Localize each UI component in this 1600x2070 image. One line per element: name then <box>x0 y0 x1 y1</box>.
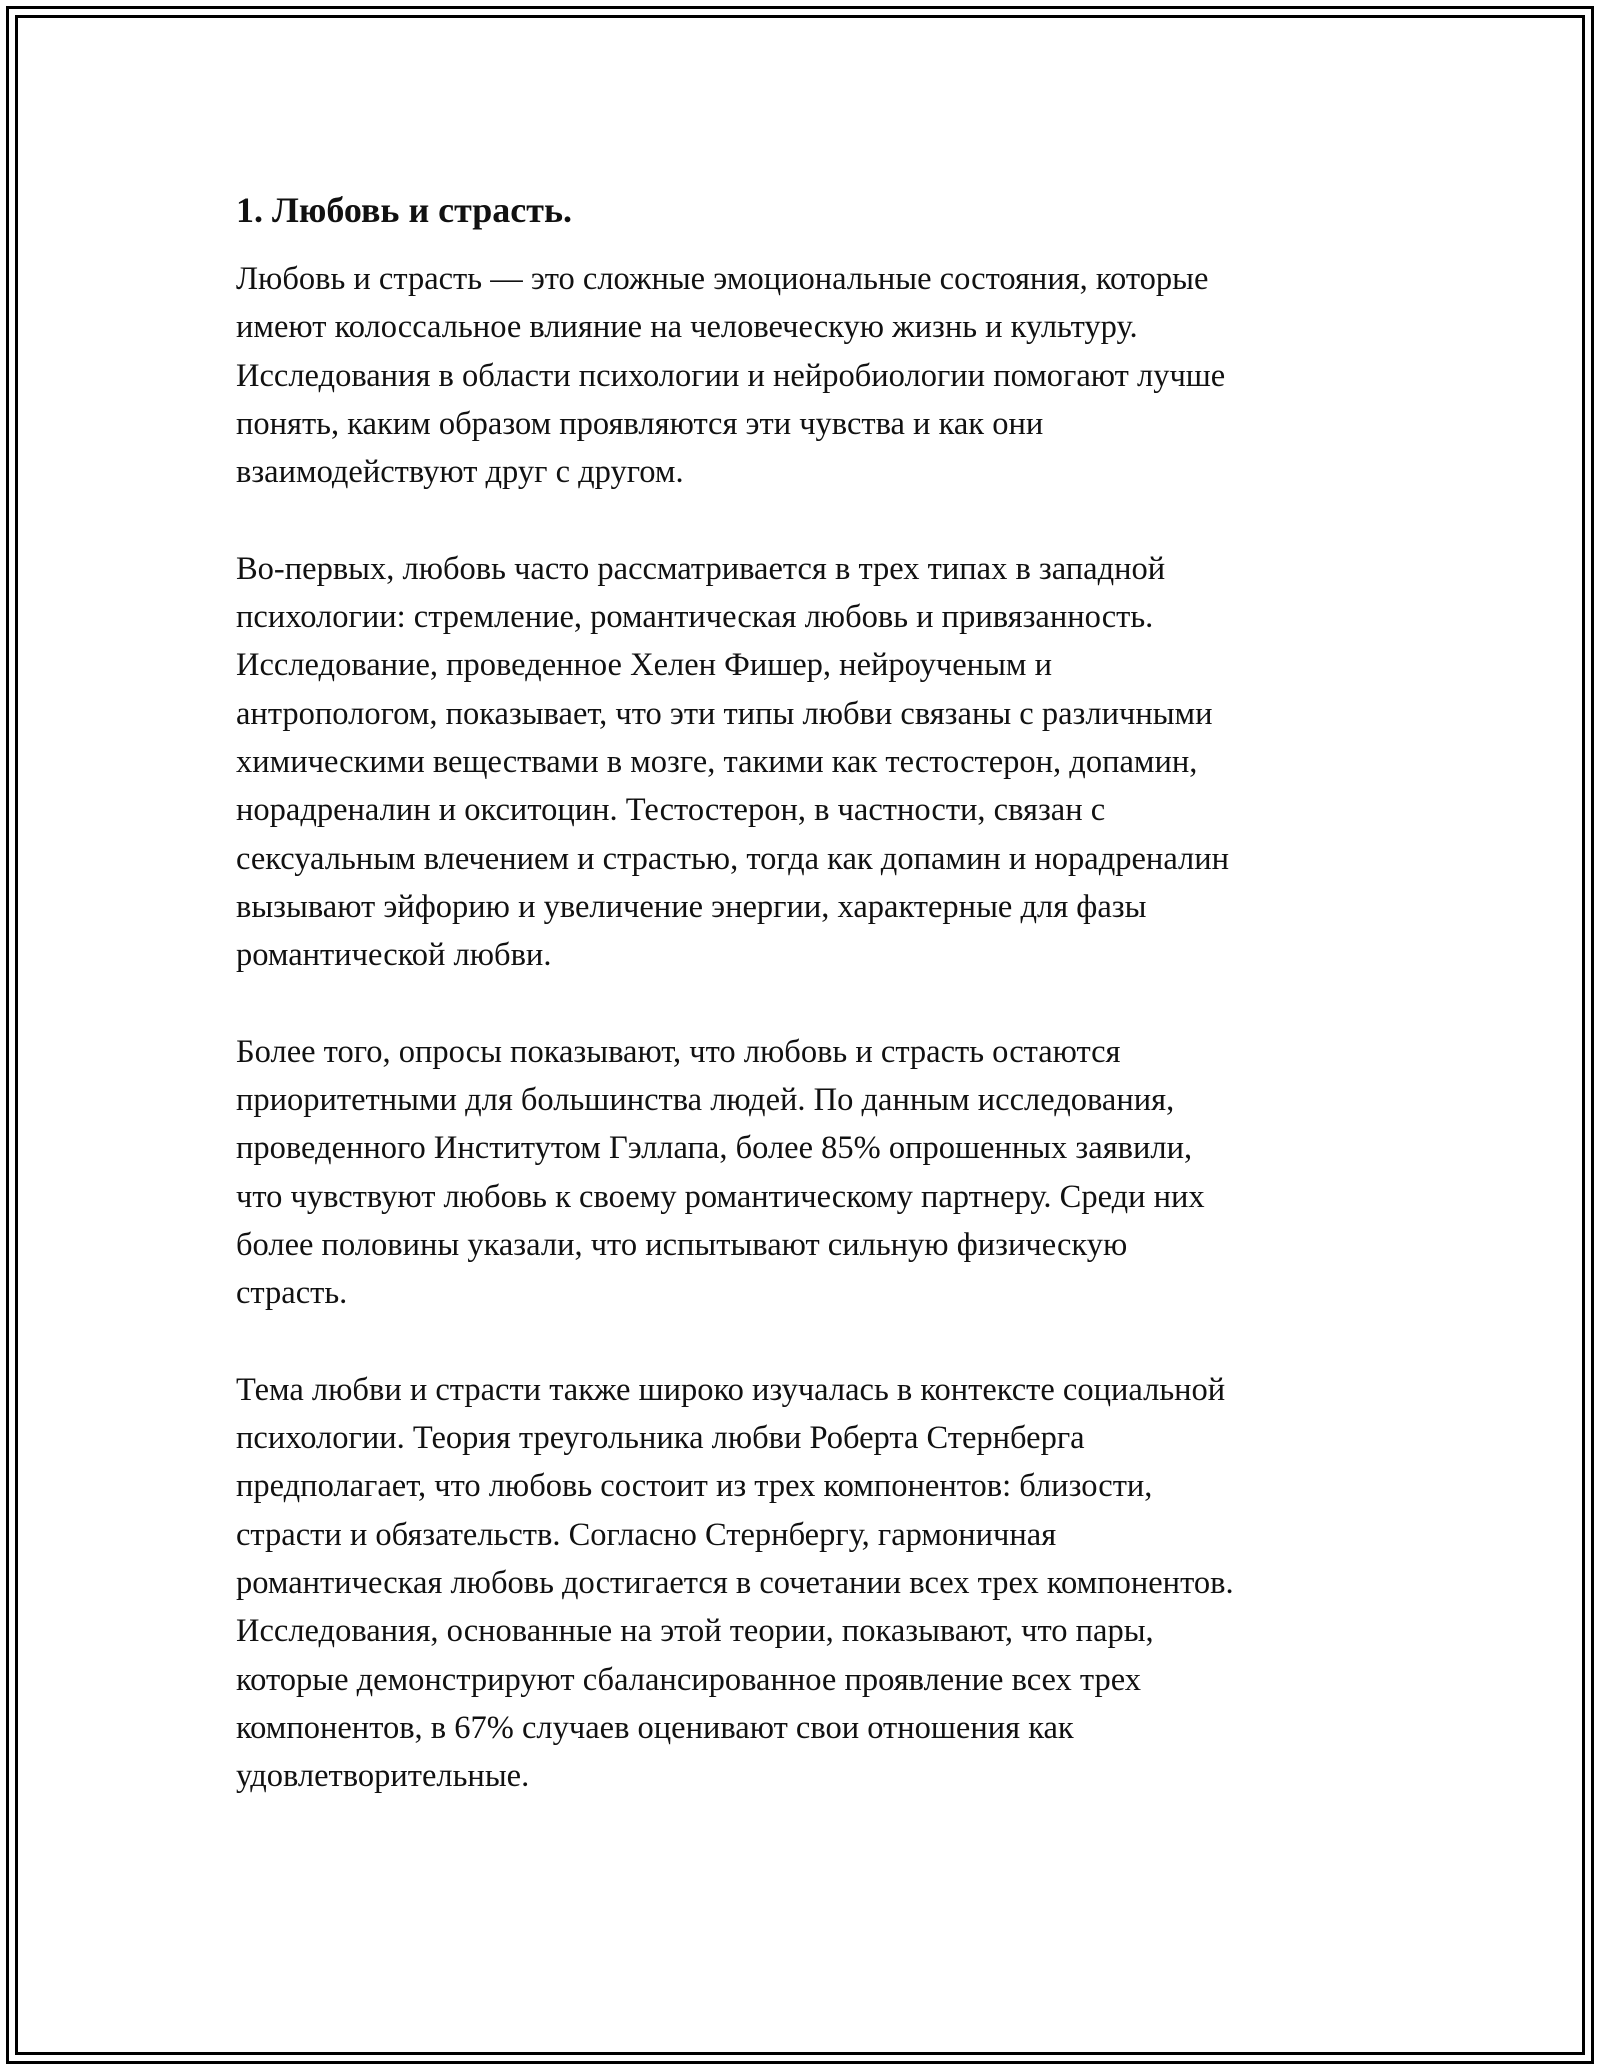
text-line: взаимодействуют друг с другом. <box>236 454 684 491</box>
document-body <box>236 186 1386 1849</box>
text-line: вызывают эйфорию и увеличение энергии, характерные для фазы <box>236 888 1147 925</box>
text-line: романтическая любовь достигается в сочетании всех трех компонентов. <box>236 1565 1234 1602</box>
text-line: Более того, опросы показывают, что любовь и страсть остаются <box>236 1033 1121 1070</box>
text-line: Тема любви и страсти также широко изучалась в контексте социальной <box>236 1371 1226 1408</box>
text-line: Исследования, основанные на этой теории, показывают, что пары, <box>236 1613 1154 1650</box>
paragraph <box>236 1028 1386 1318</box>
text-line: удовлетворительные. <box>236 1758 530 1795</box>
text-line: что чувствуют любовь к своему романтическому партнеру. Среди них <box>236 1178 1205 1215</box>
text-line: предполагает, что любовь состоит из трех компонентов: близости, <box>236 1468 1153 1505</box>
paragraphs-container <box>236 255 1386 1801</box>
text-line: норадреналин и окситоцин. Тестостерон, в частности, связан с <box>236 792 1106 829</box>
paragraph <box>236 1366 1386 1801</box>
text-line: которые демонстрируют сбалансированное проявление всех трех <box>236 1661 1142 1698</box>
text-line: Любовь и страсть — это сложные эмоциональные состояния, которые <box>236 261 1209 297</box>
text-line: страсть. <box>236 1275 348 1312</box>
text-line: психологии: стремление, романтическая любовь и привязанность. <box>236 599 1154 636</box>
paragraph <box>236 545 1386 980</box>
text-line: Исследование, проведенное Хелен Фишер, нейроученым и <box>236 647 1052 684</box>
text-line: сексуальным влечением и страстью, тогда как допамин и норадреналин <box>236 840 1230 877</box>
text-line: проведенного Институтом Гэллапа, более 85% опрошенных заявили, <box>236 1130 1193 1167</box>
text-line: компонентов, в 67% случаев оценивают свои отношения как <box>236 1709 1074 1746</box>
text-line: страсти и обязательств. Согласно Стернбергу, гармоничная <box>236 1516 1057 1553</box>
text-line: химическими веществами в мозге, такими как тестостерон, допамин, <box>236 743 1198 780</box>
text-line: имеют колоссальное влияние на человеческую жизнь и культуру. <box>236 309 1138 346</box>
text-line: Исследования в области психологии и нейробиологии помогают лучше <box>236 357 1226 394</box>
text-line: приоритетными для большинства людей. По данным исследования, <box>236 1082 1175 1119</box>
text-line: романтической любви. <box>236 937 552 974</box>
text-line: Во-первых, любовь часто рассматривается в трех типах в западной <box>236 550 1166 587</box>
text-line: психологии. Теория треугольника любви Роберта Стернберга <box>236 1420 1085 1457</box>
section-heading: 1. Любовь и страсть. <box>236 190 573 230</box>
paragraph <box>236 255 1386 496</box>
text-line: более половины указали, что испытывают сильную физическую <box>236 1226 1128 1263</box>
text-line: понять, каким образом проявляются эти чувства и как они <box>236 405 1044 442</box>
text-line: антропологом, показывает, что эти типы любви связаны с различными <box>236 695 1213 732</box>
